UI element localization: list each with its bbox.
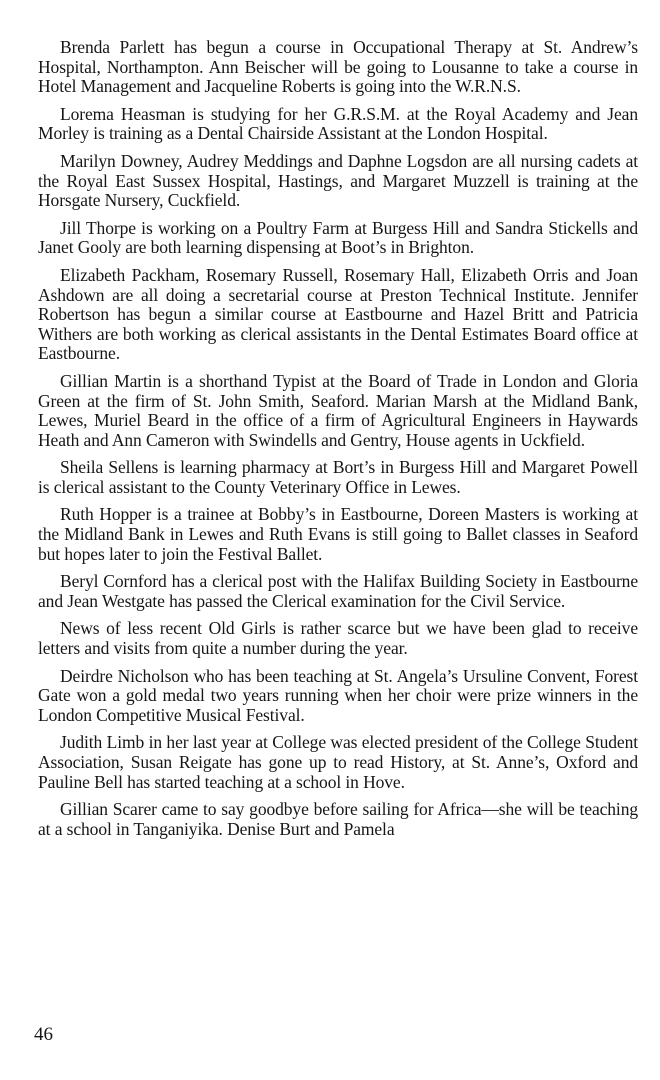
paragraph-5: Elizabeth Packham, Rosemary Russell, Rosemary Hall, Elizabeth Orris and Joan Ashdown are all doing a secretarial course at Preston Technical Institute. Jennifer Robertson has begun a similar course at Eastbourne and Hazel Britt and Patricia Withers are both working as clerical assistants in the Dental Estimates Board office at Eastbourne.: [38, 264, 638, 364]
paragraph-13: Gillian Scarer came to say goodbye before sailing for Africa—she will be teaching at a school in Tanganiyika. Denise Burt and Pamela: [38, 799, 638, 839]
paragraph-1: Brenda Parlett has begun a course in Occupational Therapy at St. Andrew’s Hospital, Northampton. Ann Beischer will be going to Lousanne to take a course in Hotel Management and Jacqueline Roberts is going into the W.R.N.S.: [38, 37, 638, 97]
paragraph-7: Sheila Sellens is learning pharmacy at Bort’s in Burgess Hill and Margaret Powell is clerical assistant to the County Veterinary Office in Lewes.: [38, 457, 638, 497]
paragraph-11: Deirdre Nicholson who has been teaching at St. Angela’s Ursuline Convent, Forest Gate won a gold medal two years running when her choir were prize winners in the London Competitive Musical Festival.: [38, 665, 638, 725]
paragraph-4: Jill Thorpe is working on a Poultry Farm at Burgess Hill and Sandra Stickells and Janet Gooly are both learning dispensing at Boot’s in Brighton.: [38, 217, 638, 258]
paragraph-12: Judith Limb in her last year at College was elected president of the College Student Association, Susan Reigate has gone up to read History, at St. Anne’s, Oxford and Pauline Bell has started teaching at a school in Hove.: [38, 732, 638, 792]
page-number: 46: [34, 1024, 53, 1045]
paragraph-9: Beryl Cornford has a clerical post with the Halifax Building Society in Eastbourne and Jean Westgate has passed the Clerical examination for the Civil Service.: [38, 571, 638, 611]
paragraph-2: Lorema Heasman is studying for her G.R.S.M. at the Royal Academy and Jean Morley is training as a Dental Chairside Assistant at the London Hospital.: [38, 103, 638, 144]
paragraph-3: Marilyn Downey, Audrey Meddings and Daphne Logsdon are all nursing cadets at the Royal East Sussex Hospital, Hastings, and Margaret Muzzell is training at the Horsgate Nursery, Cuckfield.: [38, 150, 638, 211]
paragraph-6: Gillian Martin is a shorthand Typist at the Board of Trade in London and Gloria Green at the firm of St. John Smith, Seaford. Marian Marsh at the Midland Bank, Lewes, Muriel Beard in the office of a firm of Agricultural Engineers in Haywards Heath and Ann Cameron with Swindells and Gentry, House agents in Uckfield.: [38, 370, 638, 450]
paragraph-8: Ruth Hopper is a trainee at Bobby’s in Eastbourne, Doreen Masters is working at the Midland Bank in Lewes and Ruth Evans is still going to Ballet classes in Seaford but hopes later to join the Festival Ballet.: [38, 504, 638, 564]
paragraph-10: News of less recent Old Girls is rather scarce but we have been glad to receive letters and visits from quite a number during the year.: [38, 618, 638, 659]
